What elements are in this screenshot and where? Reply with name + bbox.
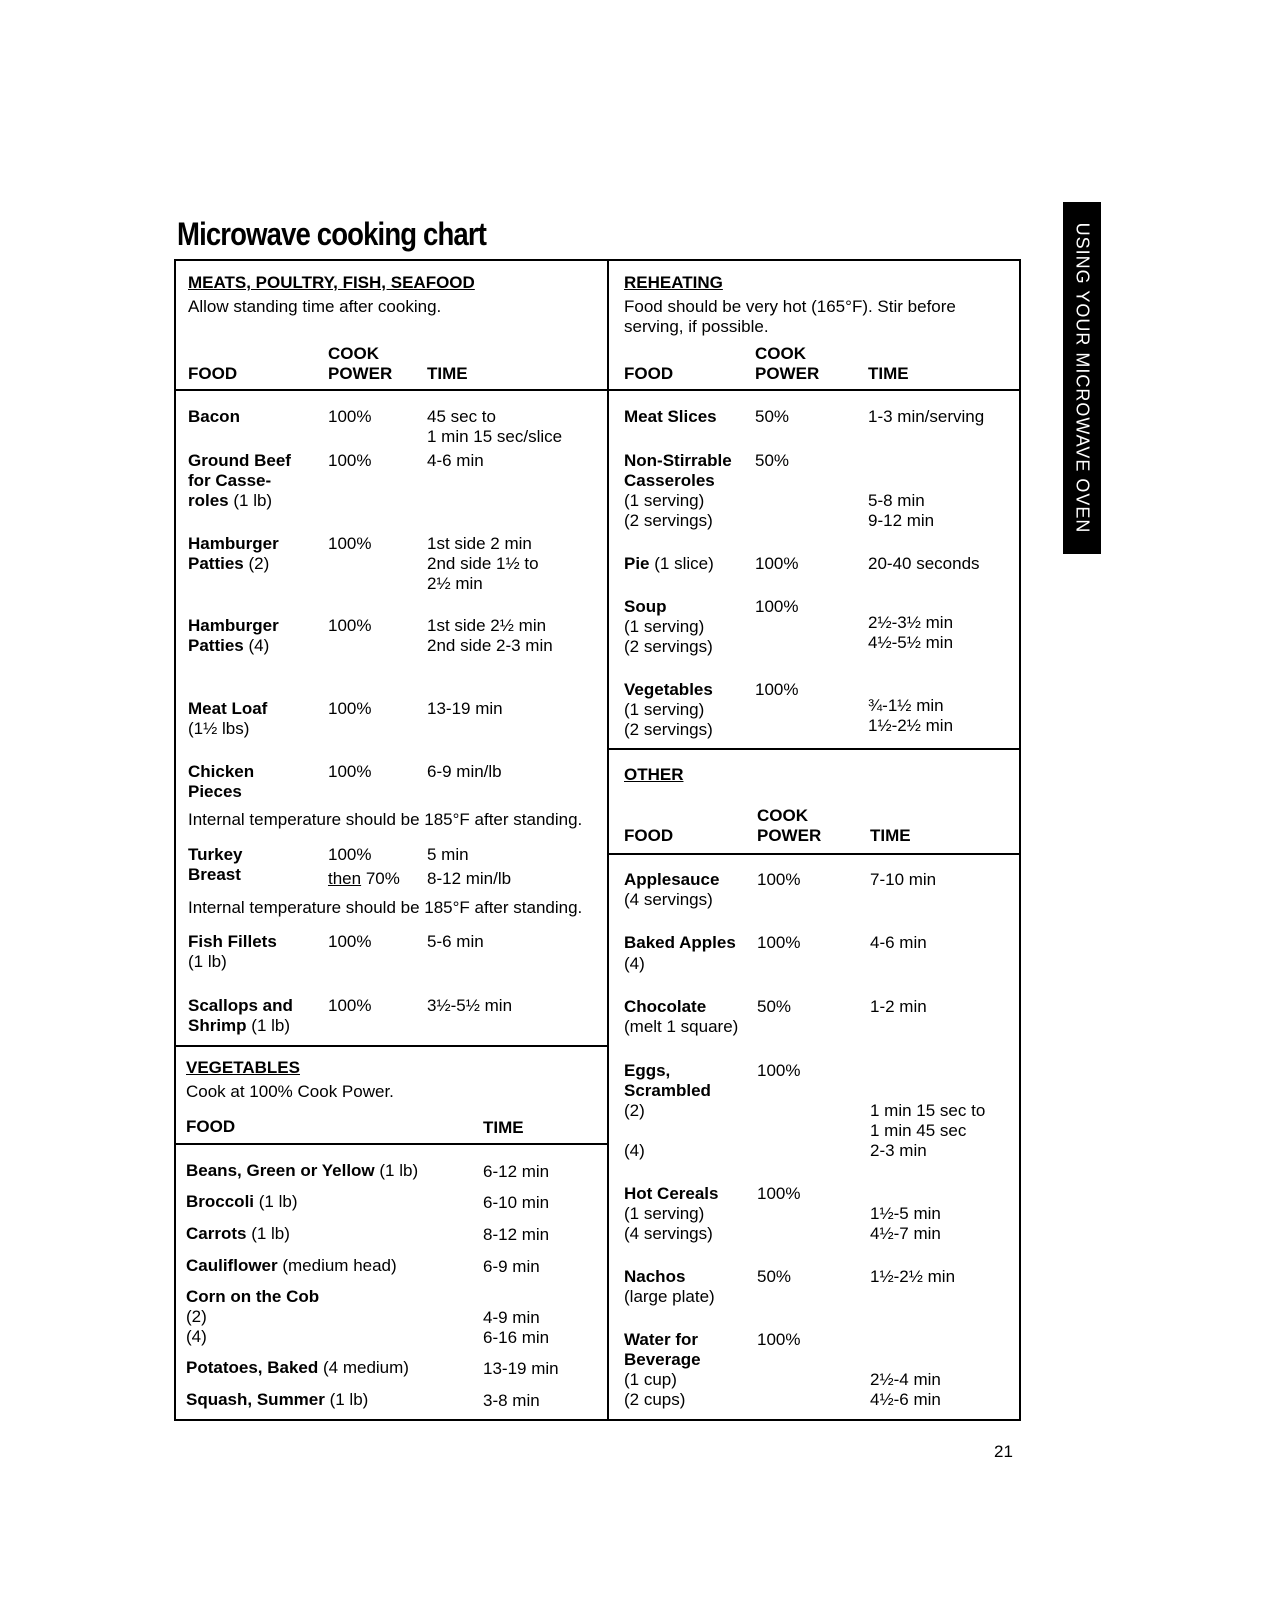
cook-time: 1½-2½ min <box>868 716 954 735</box>
cook-power <box>328 869 400 889</box>
side-tab-label: USING YOUR MICROWAVE OVEN <box>1072 222 1093 534</box>
divider <box>174 1045 609 1047</box>
cook-power: 100% <box>328 407 372 426</box>
col-header-cook: COOK <box>757 806 808 825</box>
food-qty: (1 cup) <box>624 1370 677 1389</box>
cook-time: 2-3 min <box>870 1141 927 1160</box>
cook-time: 45 sec to <box>427 407 496 426</box>
food-qty: (2 servings) <box>624 637 713 656</box>
cook-power: 100% <box>755 597 799 616</box>
section-heading-reheating: REHEATING <box>624 273 723 292</box>
food-name-bold: roles <box>188 491 229 510</box>
page-number: 21 <box>994 1442 1013 1461</box>
cook-power: 50% <box>757 997 792 1016</box>
cook-power: 100% <box>757 933 801 952</box>
section-heading-other: OTHER <box>624 765 684 784</box>
divider <box>174 389 609 391</box>
food-name: Hamburger <box>188 534 279 553</box>
food-qty: (2 servings) <box>624 511 713 530</box>
food-name: Turkey <box>188 845 243 864</box>
food-qty: (4) <box>186 1327 207 1346</box>
veg-row <box>186 1192 298 1212</box>
food-name: Ground Beef <box>188 451 291 470</box>
cook-time: 6-9 min <box>483 1257 540 1276</box>
cook-time: 2½-3½ min <box>868 613 954 632</box>
col-header-cook: COOK <box>328 344 379 363</box>
page-title: Microwave cooking chart <box>177 216 487 252</box>
column-divider <box>607 259 609 1421</box>
food-name: Squash, Summer <box>186 1390 325 1409</box>
side-section-tab <box>1063 202 1101 554</box>
standing-note: Internal temperature should be 185°F after standing. <box>188 810 583 829</box>
food-name <box>188 554 269 574</box>
food-qty: (2) <box>186 1307 207 1326</box>
food-qty: (1 slice) <box>649 554 714 573</box>
cook-power: 50% <box>755 451 790 470</box>
food-name: Vegetables <box>624 680 713 699</box>
food-qty: (1 lb) <box>246 1016 291 1035</box>
cook-time: 4½-7 min <box>870 1224 941 1243</box>
food-name: Beans, Green or Yellow <box>186 1161 375 1180</box>
food-name: Baked Apples <box>624 933 736 952</box>
cook-time: 2½ min <box>427 574 483 593</box>
cook-time: 1st side 2½ min <box>427 616 547 635</box>
food-name: Cauliflower <box>186 1256 278 1275</box>
cook-power: 100% <box>328 932 372 951</box>
veg-row <box>186 1224 290 1244</box>
food-qty: (1 serving) <box>624 700 705 719</box>
food-qty: (1 lb) <box>374 1161 419 1180</box>
food-name: Pieces <box>188 782 242 801</box>
divider <box>607 748 1021 750</box>
col-header-time: TIME <box>868 364 909 383</box>
cook-power: 100% <box>328 996 372 1015</box>
cook-time: 20-40 seconds <box>868 554 980 573</box>
veg-row <box>186 1358 409 1378</box>
cook-power: 100% <box>328 699 372 718</box>
col-header-time: TIME <box>870 826 911 845</box>
cook-power: 50% <box>757 1267 792 1286</box>
col-header-power: POWER <box>328 364 393 383</box>
cook-time: 4-9 min <box>483 1308 540 1327</box>
food-qty: (2 cups) <box>624 1390 686 1409</box>
food-name: Chocolate <box>624 997 707 1016</box>
food-name: Fish Fillets <box>188 932 277 951</box>
cook-time: 8-12 min/lb <box>427 869 512 888</box>
food-qty: (2) <box>624 1101 645 1120</box>
food-qty: (2 servings) <box>624 720 713 739</box>
cook-time: 6-12 min <box>483 1162 550 1181</box>
cook-power: 50% <box>755 407 790 426</box>
food-name-bold: Patties <box>188 554 244 573</box>
col-header-time: TIME <box>483 1118 524 1137</box>
cook-time: ¾-1½ min <box>868 696 944 715</box>
cook-time: 1 min 45 sec <box>870 1121 967 1140</box>
food-name: Nachos <box>624 1267 686 1286</box>
standing-note: Internal temperature should be 185°F after standing. <box>188 898 583 917</box>
food-name: Broccoli <box>186 1192 255 1211</box>
food-name: Pie <box>624 554 650 573</box>
food-name: Potatoes, Baked <box>186 1358 319 1377</box>
food-qty: (1 serving) <box>624 1204 705 1223</box>
col-header-food: FOOD <box>624 364 674 383</box>
food-name: Water for <box>624 1330 698 1349</box>
food-name: Corn on the Cob <box>186 1287 320 1306</box>
cook-time: 2nd side 1½ to <box>427 554 539 573</box>
cook-power: 100% <box>328 451 372 470</box>
section-note: serving, if possible. <box>624 317 769 336</box>
cook-time: 2½-4 min <box>870 1370 941 1389</box>
food-name: Scrambled <box>624 1081 711 1100</box>
cook-time: 6-16 min <box>483 1328 550 1347</box>
food-qty: (medium head) <box>277 1256 397 1275</box>
cook-time: 5 min <box>427 845 469 864</box>
food-qty: (1 lb) <box>228 491 273 510</box>
col-header-power: POWER <box>755 364 820 383</box>
food-name <box>188 1016 290 1036</box>
cook-power: 100% <box>328 616 372 635</box>
divider <box>607 389 1021 391</box>
divider <box>174 1143 609 1145</box>
food-name: Meat Slices <box>624 407 717 426</box>
section-heading-vegetables: VEGETABLES <box>186 1058 300 1077</box>
cook-power: 100% <box>757 870 801 889</box>
section-note: Cook at 100% Cook Power. <box>186 1082 394 1101</box>
cook-time: 3½-5½ min <box>427 996 513 1015</box>
food-name: Eggs, <box>624 1061 671 1080</box>
food-name: Hamburger <box>188 616 279 635</box>
food-name: Non-Stirrable <box>624 451 732 470</box>
col-header-food: FOOD <box>186 1117 236 1136</box>
food-qty: (1 serving) <box>624 617 705 636</box>
cook-power: 100% <box>328 762 372 781</box>
cook-time: 13-19 min <box>483 1359 559 1378</box>
food-qty: (1½ lbs) <box>188 719 250 738</box>
cook-power: 100% <box>757 1330 801 1349</box>
cook-time: 4-6 min <box>427 451 484 470</box>
food-qty: (1 lb) <box>324 1390 369 1409</box>
then-label: then <box>328 869 362 888</box>
cook-time: 4½-5½ min <box>868 633 954 652</box>
food-qty: (4 medium) <box>318 1358 409 1377</box>
cook-time: 7-10 min <box>870 870 937 889</box>
cook-time: 13-19 min <box>427 699 503 718</box>
food-qty: (melt 1 square) <box>624 1017 739 1036</box>
cook-power-second: 70% <box>361 869 400 888</box>
food-qty: (4) <box>243 636 270 655</box>
col-header-time: TIME <box>427 364 468 383</box>
cook-time: 5-8 min <box>868 491 925 510</box>
col-header-food: FOOD <box>188 364 238 383</box>
cook-time: 1½-2½ min <box>870 1267 956 1286</box>
reheat-row <box>624 554 714 574</box>
cook-time: 1 min 15 sec/slice <box>427 427 563 446</box>
food-name <box>188 491 272 511</box>
cook-time: 1½-5 min <box>870 1204 941 1223</box>
veg-row <box>186 1161 418 1181</box>
col-header-power: POWER <box>757 826 822 845</box>
cook-time: 1 min 15 sec to <box>870 1101 986 1120</box>
food-qty: (2) <box>243 554 270 573</box>
food-name: Meat Loaf <box>188 699 268 718</box>
food-name: for Casse- <box>188 471 272 490</box>
cook-time: 2nd side 2-3 min <box>427 636 553 655</box>
col-header-cook: COOK <box>755 344 806 363</box>
cook-time: 1-2 min <box>870 997 927 1016</box>
cook-power: 100% <box>755 554 799 573</box>
food-name <box>188 636 269 656</box>
food-name: Beverage <box>624 1350 701 1369</box>
section-heading-meats: MEATS, POULTRY, FISH, SEAFOOD <box>188 273 475 292</box>
food-qty: (4) <box>624 954 645 973</box>
cook-power: 100% <box>757 1061 801 1080</box>
cook-time: 6-10 min <box>483 1193 550 1212</box>
food-name: Soup <box>624 597 667 616</box>
divider <box>607 853 1021 855</box>
cook-power: 100% <box>757 1184 801 1203</box>
veg-row <box>186 1256 397 1276</box>
food-name: Chicken <box>188 762 255 781</box>
cook-power: 100% <box>755 680 799 699</box>
food-name: Casseroles <box>624 471 715 490</box>
cook-time: 1-3 min/serving <box>868 407 985 426</box>
food-name-bold: Patties <box>188 636 244 655</box>
cook-power: 100% <box>328 534 372 553</box>
food-name: Carrots <box>186 1224 247 1243</box>
food-name: Breast <box>188 865 241 884</box>
col-header-food: FOOD <box>624 826 674 845</box>
cook-power: 100% <box>328 845 372 864</box>
veg-row <box>186 1390 368 1410</box>
food-name: Scallops and <box>188 996 293 1015</box>
food-name: Applesauce <box>624 870 720 889</box>
food-name: Bacon <box>188 407 240 426</box>
section-note: Allow standing time after cooking. <box>188 297 442 316</box>
cook-time: 5-6 min <box>427 932 484 951</box>
cook-time: 8-12 min <box>483 1225 550 1244</box>
food-qty: (large plate) <box>624 1287 715 1306</box>
food-qty: (1 serving) <box>624 491 705 510</box>
cook-time: 9-12 min <box>868 511 935 530</box>
cook-time: 1st side 2 min <box>427 534 532 553</box>
cook-time: 3-8 min <box>483 1391 540 1410</box>
food-qty: (1 lb) <box>188 952 227 971</box>
food-name-bold: Shrimp <box>188 1016 247 1035</box>
food-qty: (4 servings) <box>624 890 713 909</box>
food-name: Hot Cereals <box>624 1184 719 1203</box>
cook-time: 6-9 min/lb <box>427 762 502 781</box>
food-qty: (4 servings) <box>624 1224 713 1243</box>
food-qty: (1 lb) <box>254 1192 298 1211</box>
food-qty: (4) <box>624 1141 645 1160</box>
food-qty: (1 lb) <box>246 1224 290 1243</box>
section-note: Food should be very hot (165°F). Stir before <box>624 297 956 316</box>
cook-time: 4½-6 min <box>870 1390 941 1409</box>
cook-time: 4-6 min <box>870 933 927 952</box>
